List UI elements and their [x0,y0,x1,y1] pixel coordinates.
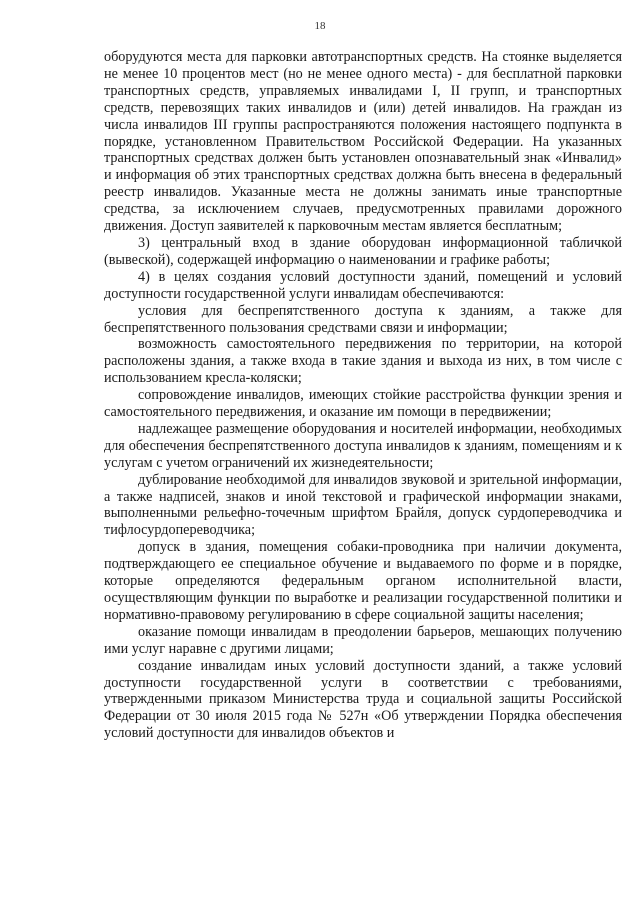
list-item-other-conditions: создание инвалидам иных условий доступности зданий, а также условий доступности государственной услуги в соответствии с требованиями, утвержденными приказом Министерства труда и социальной защиты Российской Федерации от 30 июля 2015 года № 527н «Об утверждении Порядка обеспечения условий доступности для инвалидов объектов и [104,657,622,742]
list-item-information-duplication: дублирование необходимой для инвалидов звуковой и зрительной информации, а также надписей, знаков и иной текстовой и графической информации знаками, выполненными рельефно-точечным шрифтом Брайля, допуск сурдопереводчика и тифлосурдопереводчика; [104,471,622,539]
list-item-barrier-assistance: оказание помощи инвалидам в преодолении барьеров, мешающих получению ими услуг наравне с другими лицами; [104,623,622,657]
list-item-guide-dog-admission: допуск в здания, помещения собаки-проводника при наличии документа, подтверждающего ее специальное обучение и выдаваемого по форме и в порядке, которые определяются федеральным органом исполнительной власти, осуществляющим функции по выработке и реализации государственной политики и нормативно-правовому регулированию в сфере социальной защиты населения; [104,539,622,623]
paragraph-accessibility-conditions: 4) в целях создания условий доступности зданий, помещений и условий доступности государственной услуги инвалидам обеспечиваются: [104,268,622,302]
paragraph-central-entrance: 3) центральный вход в здание оборудован информационной табличкой (вывеской), содержащей информацию о наименовании и графике работы; [104,234,622,268]
body-text [104,49,622,742]
page-number: 18 [314,20,326,32]
list-item-unobstructed-access: условия для беспрепятственного доступа к зданиям, а также для беспрепятственного пользования средствами связи и информации; [104,302,622,336]
list-item-equipment-placement: надлежащее размещение оборудования и носителей информации, необходимых для обеспечения беспрепятственного доступа инвалидов к зданиям, помещениям и к услугам с учетом ограничений их жизнедеятельности; [104,420,622,471]
list-item-independent-movement: возможность самостоятельного передвижения по территории, на которой расположены здания, а также входа в такие здания и выхода из них, в том числе с использованием кресла-коляски; [104,336,622,387]
paragraph-parking-continuation: оборудуются места для парковки автотранспортных средств. На стоянке выделяется не менее 10 процентов мест (но не менее одного места) - для бесплатной парковки транспортных средств, управляемых инвалидами I, II групп, и транспортных средств, перевозящих таких инвалидов и (или) детей инвалидов. На граждан из числа инвалидов III группы распространяются положения настоящего подпункта в порядке, установленном Правительством Российской Федерации. На указанных транспортных средствах должен быть установлен опознавательный знак «Инвалид» и информация об этих транспортных средствах должна быть внесена в федеральный реестр инвалидов. Указанные места не должны занимать иные транспортные средства, за исключением случаев, предусмотренных правилами дорожного движения. Доступ заявителей к парковочным местам является бесплатным; [104,49,622,235]
list-item-escort: сопровождение инвалидов, имеющих стойкие расстройства функции зрения и самостоятельного передвижения, и оказание им помощи в передвижении; [104,387,622,421]
